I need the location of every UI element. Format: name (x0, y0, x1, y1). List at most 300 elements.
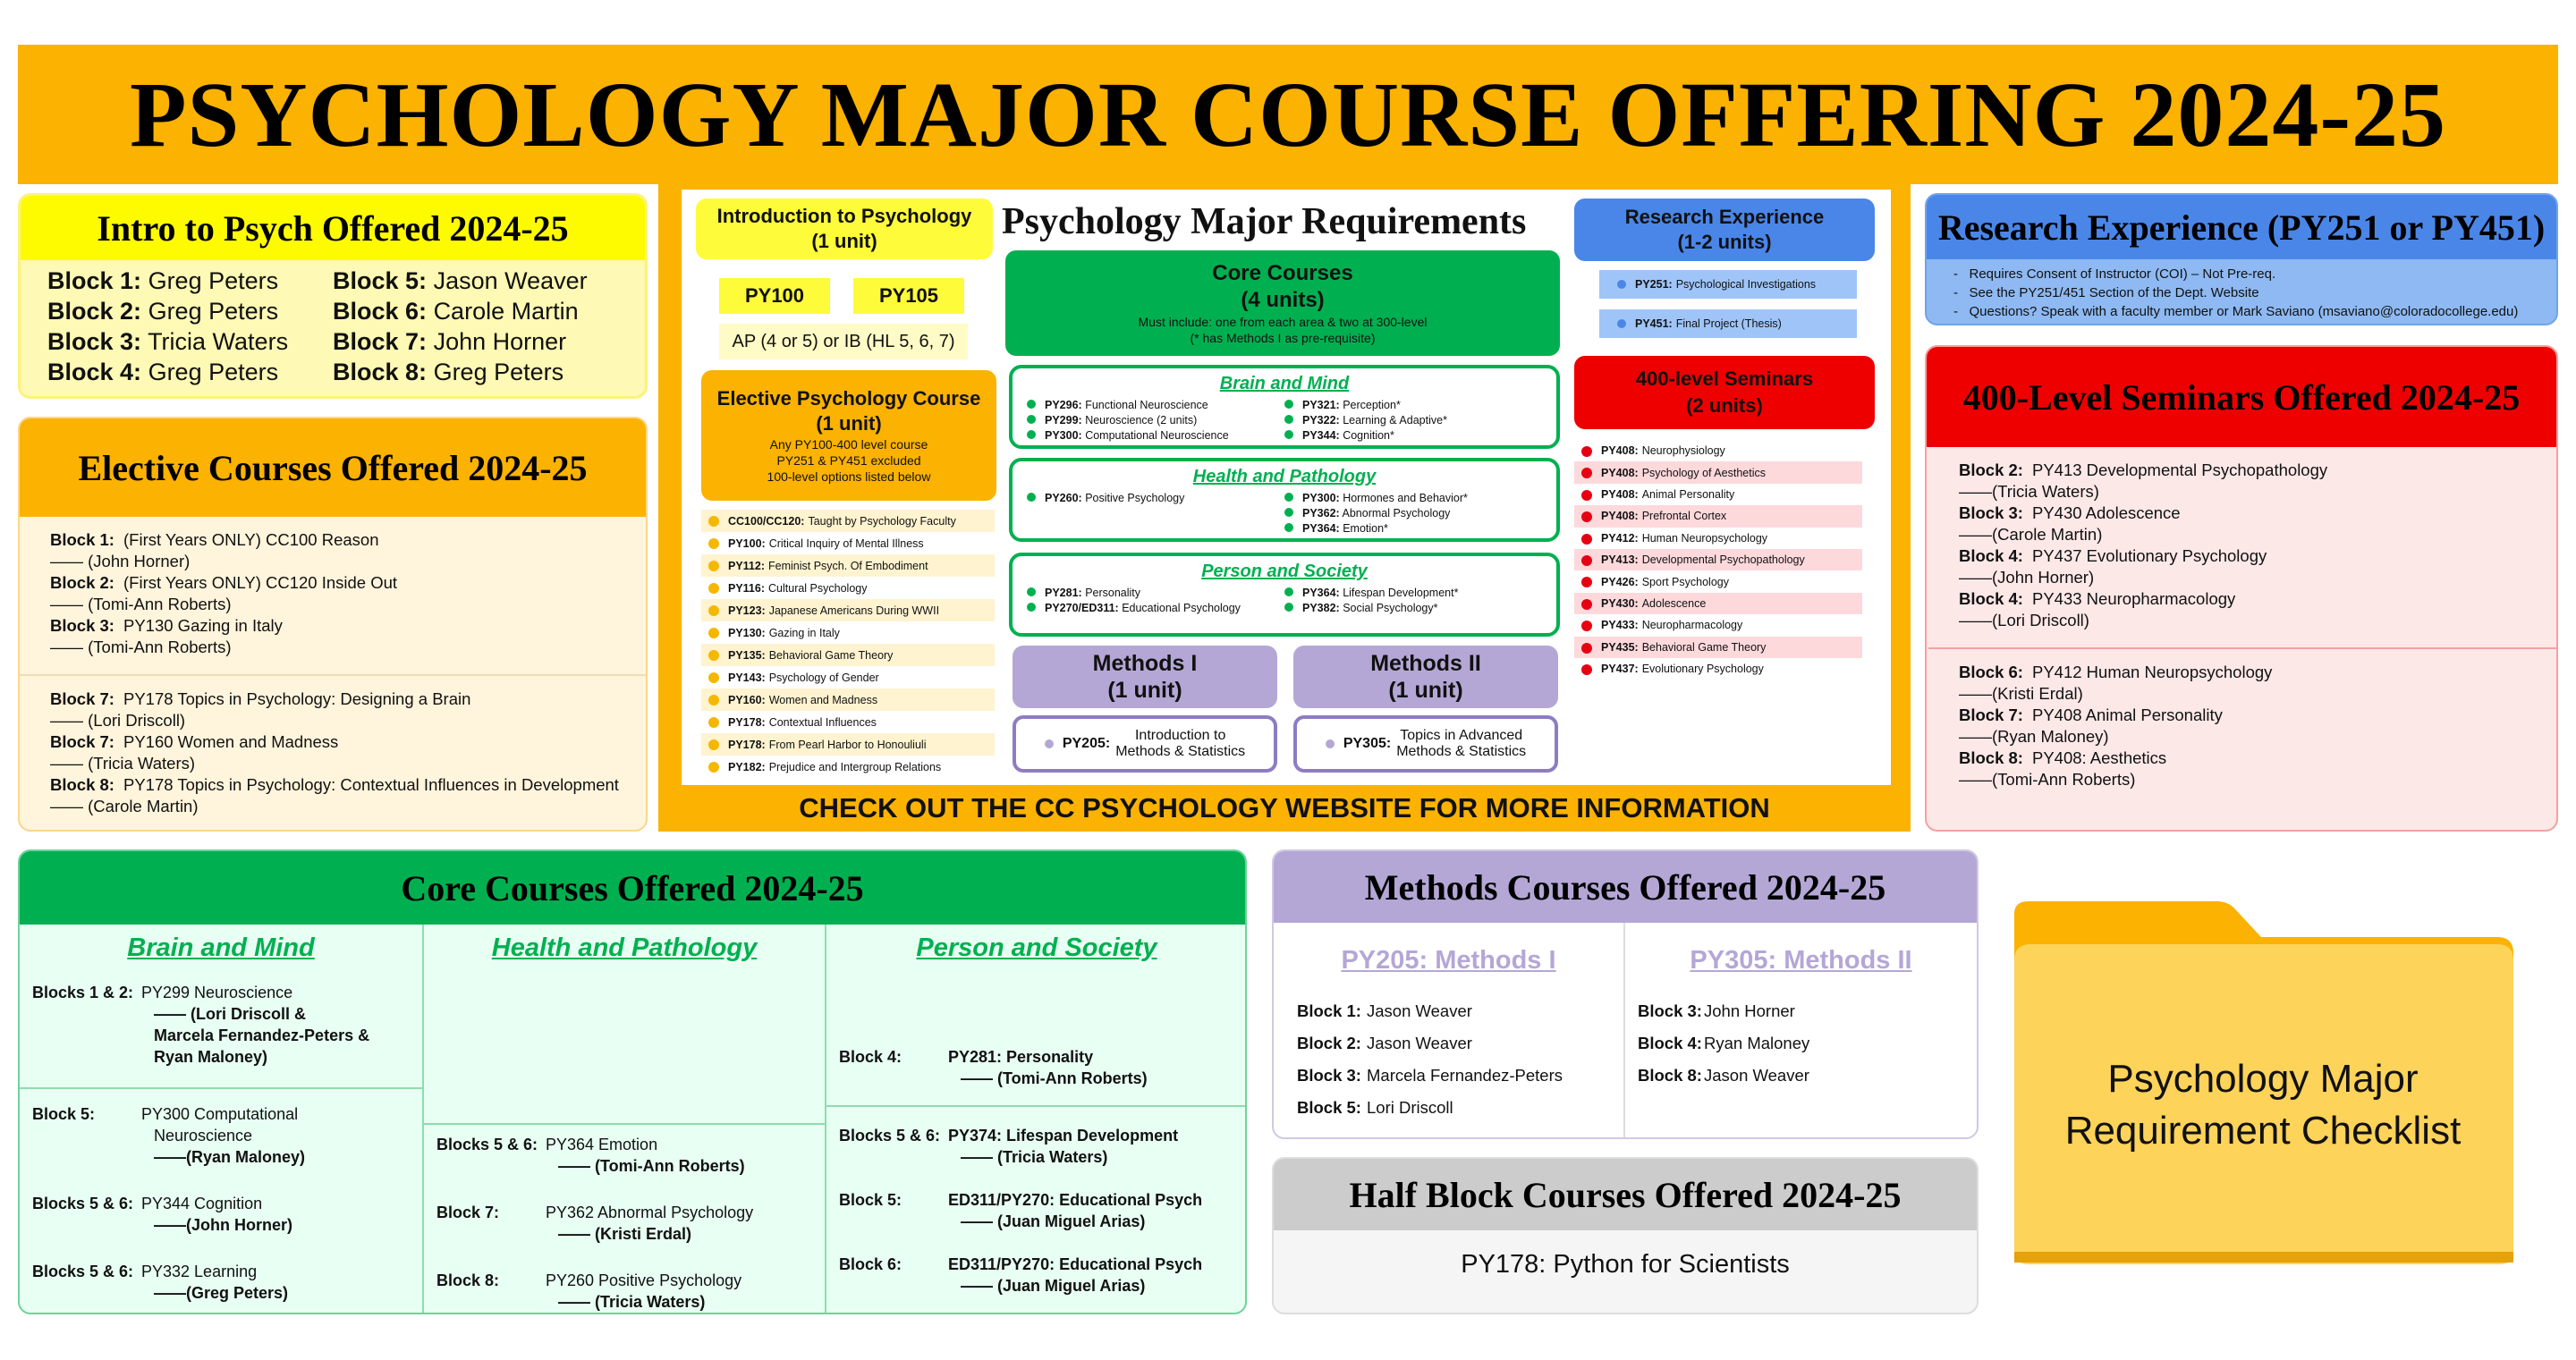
intro-block-instructor: Carole Martin (433, 298, 579, 325)
intro-block-label: Block 5: (333, 267, 428, 294)
seminar-list-item (1574, 461, 1862, 483)
elective-row (50, 688, 646, 710)
seminar-list-item (1574, 570, 1862, 592)
elective-list-item-name: Gazing in Italy (768, 626, 840, 639)
intro-block-instructor: John Horner (433, 328, 567, 355)
methods1-box (1013, 646, 1277, 708)
seminar-list-item-code: PY408: (1601, 487, 1639, 501)
seminar-row-course: PY408 Animal Personality (2032, 705, 2223, 724)
seminar-list-item-name: Developmental Psychopathology (1641, 553, 1805, 567)
seminar-list-item (1574, 440, 1862, 461)
core-row-course: PY344 Cognition (141, 1195, 263, 1212)
elective-panel (18, 417, 648, 832)
elective-row-course: (First Years ONLY) CC100 Reason (123, 530, 379, 549)
seminar-row-block: Block 2: (1959, 460, 2023, 479)
elective-row (50, 529, 646, 551)
seminar-row-course: PY408: Aesthetics (2032, 748, 2167, 767)
core-course-name: Educational Psychology (1122, 602, 1241, 614)
bullet-icon (1284, 430, 1293, 439)
requirements-title: Psychology Major Requirements (1002, 201, 1527, 242)
elective-list-item-name: From Pearl Harbor to Honouliuli (768, 738, 927, 751)
bullet-icon (1284, 523, 1293, 532)
research-panel (1925, 193, 2558, 325)
core-health-column (424, 925, 826, 1313)
core-row-block: Blocks 5 & 6: (839, 1127, 941, 1145)
research-name-1: Psychological Investigations (1675, 278, 1817, 291)
research-notes (1927, 259, 2556, 321)
bullet-icon (1027, 603, 1036, 612)
elective-row-block: Block 7: (50, 689, 114, 708)
elective-req-note3: 100-level options listed below (767, 469, 931, 484)
elective-row-course: PY178 Topics in Psychology: Contextual Influences in Development (123, 775, 619, 794)
core-course-name: Neuroscience (2 units) (1085, 414, 1198, 427)
methods-row-block: Block 5: (1297, 1098, 1361, 1117)
elective-row (50, 572, 646, 594)
intro-block-entry (333, 296, 618, 326)
elective-row-block: Block 1: (50, 530, 114, 549)
core-req-note1: Must include: one from each area & two at 300-level (1138, 315, 1428, 329)
core-row (20, 1193, 422, 1214)
core-requirement-box (1005, 250, 1560, 356)
core-brain-group2 (20, 1103, 422, 1314)
seminar-row (1959, 705, 2556, 726)
elective-list-item-code: CC100/CC120: (728, 514, 805, 528)
divider (1928, 647, 2556, 649)
core-row-course: PY260 Positive Psychology (546, 1271, 742, 1289)
seminar-row (1959, 662, 2556, 683)
core-person-column (826, 925, 1247, 1313)
elective-list-item (701, 688, 995, 711)
intro-req-line2: (1 unit) (811, 230, 877, 252)
core-row-line: —— (Tomi-Ann Roberts) (558, 1157, 745, 1175)
seminar-row-instructor: ——(Ryan Maloney) (1959, 727, 2109, 746)
core-row-line: ——(John Horner) (154, 1216, 292, 1234)
intro-block-entry (47, 266, 333, 296)
elective-row-instructor: —— (Tricia Waters) (50, 754, 196, 773)
elective-list-item-name: Contextual Influences (768, 715, 877, 729)
core-course-item (1284, 601, 1542, 616)
research-req-line2: (1-2 units) (1677, 231, 1772, 253)
core-row-block: Block 7: (436, 1204, 500, 1221)
elective-list-item-code: PY116: (728, 581, 766, 595)
methods2-line1: Methods II (1370, 651, 1481, 676)
seminar-row (1959, 748, 2556, 769)
core-row-line: Neuroscience (154, 1127, 253, 1145)
seminar-list-item-code: PY408: (1601, 510, 1639, 523)
core-brain-group1 (20, 982, 422, 1068)
seminar-row-instructor: ——(Carole Martin) (1959, 525, 2103, 544)
core-row-line: —— (Juan Miguel Arias) (961, 1212, 1146, 1230)
seminar-req-line2: (2 units) (1686, 394, 1763, 417)
methods-row (1297, 995, 1623, 1027)
elective-list-item (701, 644, 995, 666)
methods-row (1638, 995, 1977, 1027)
core-row-line: Ryan Maloney) (154, 1048, 268, 1066)
page-banner (18, 45, 2558, 184)
intro-block-label: Block 7: (333, 328, 428, 355)
seminar-row-course: PY430 Adolescence (2032, 503, 2181, 522)
core-row-line: Marcela Fernandez-Peters & (154, 1026, 370, 1044)
seminar-row (1959, 545, 2556, 567)
seminar-row-course: PY413 Developmental Psychopathology (2032, 460, 2328, 479)
research-requirement-box (1574, 199, 1875, 261)
intro-block-instructor: Greg Peters (148, 298, 279, 325)
gHealth-right (1284, 491, 1542, 536)
research-note: - Questions? Speak with a faculty member or Mark Saviano (msaviano@coloradocollege.edu) (1953, 304, 2519, 319)
core-course-name: Cognition* (1343, 429, 1394, 442)
brain-mind-courses (1013, 394, 1556, 443)
research-code-1: PY251: (1635, 278, 1673, 291)
seminar-list-item-code: PY412: (1601, 531, 1639, 545)
core-course-name: Hormones and Behavior* (1343, 492, 1468, 504)
core-row-line: —— (Tomi-Ann Roberts) (961, 1069, 1148, 1087)
elective-row (50, 731, 646, 753)
seminar-list-item-name: Animal Personality (1641, 487, 1735, 501)
elective-list-item (701, 532, 995, 554)
seminar-row-block: Block 4: (1959, 546, 2023, 565)
core-row-line: —— (Lori Driscoll & (154, 1005, 307, 1023)
seminar-list-item-code: PY413: (1601, 553, 1639, 567)
bullet-icon (1027, 430, 1036, 439)
website-callout[interactable]: CHECK OUT THE CC PSYCHOLOGY WEBSITE FOR MORE INFORMATION (799, 792, 1770, 824)
core-row-block: Block 6: (839, 1255, 902, 1273)
core-course-item (1027, 601, 1284, 616)
core-course-name: Personality (1085, 587, 1141, 599)
elective-row-block: Block 3: (50, 616, 114, 635)
intro-block-instructor: Jason Weaver (433, 267, 588, 294)
methods-panel (1272, 849, 1979, 1139)
core-course-name: Learning & Adaptive* (1343, 414, 1447, 427)
research-title: Research Experience (PY251 or PY451) (1927, 195, 2556, 259)
core-row (424, 1134, 825, 1155)
seminar-list-item-name: Neuropharmacology (1641, 619, 1743, 632)
brain-mind-title: Brain and Mind (1219, 374, 1350, 393)
elective-req-line2: (1 unit) (816, 412, 882, 435)
core-row (20, 1103, 422, 1125)
core-row-course: PY364 Emotion (546, 1136, 658, 1153)
elective-row-block: Block 8: (50, 775, 114, 794)
methods-row-instructor: Ryan Maloney (1704, 1034, 1810, 1052)
elective-course-list (701, 510, 995, 778)
py105-chip: PY105 (853, 278, 964, 314)
bullet-icon (1617, 280, 1626, 289)
core-course-code: PY382: (1302, 602, 1340, 614)
elective-list-item-name: Cultural Psychology (768, 581, 868, 595)
core-row-block: Blocks 5 & 6: (32, 1195, 134, 1212)
elective-row-instructor: —— (Tomi-Ann Roberts) (50, 595, 232, 613)
core-row-line: —— (Tricia Waters) (961, 1148, 1108, 1166)
intro-block-entry (333, 326, 618, 357)
intro-block-label: Block 1: (47, 267, 142, 294)
checklist-line1: Psychology Major (2107, 1057, 2419, 1101)
methods2-card (1293, 715, 1558, 773)
intro-psych-panel (18, 193, 648, 399)
intro-block-entry (47, 357, 333, 387)
seminar-list-item (1574, 637, 1862, 658)
elective-list (20, 517, 646, 817)
core-course-code: PY364: (1302, 587, 1340, 599)
methods1-card (1013, 715, 1277, 773)
elective-row-block: Block 2: (50, 573, 114, 592)
seminar-row-block: Block 3: (1959, 503, 2023, 522)
methods-row (1297, 1060, 1623, 1092)
seminar-requirement-box (1574, 356, 1875, 429)
core-course-item (1027, 491, 1284, 506)
seminar-list-item (1574, 528, 1862, 549)
seminar-row-instructor: ——(Lori Driscoll) (1959, 611, 2089, 629)
checklist-line2: Requirement Checklist (2064, 1109, 2462, 1153)
methods2-line2: (1 unit) (1388, 678, 1463, 703)
methods2-box (1293, 646, 1558, 708)
bullet-icon (1326, 739, 1335, 748)
seminar-list-item-name: Neurophysiology (1641, 444, 1725, 458)
methods1-code: PY205: (1062, 736, 1111, 751)
elective-list-item-code: PY178: (728, 738, 766, 751)
elective-list-item (701, 733, 995, 756)
methods-row-block: Block 8: (1638, 1066, 1702, 1085)
seminar-row-course: PY433 Neuropharmacology (2032, 589, 2236, 608)
methods1-name2: Methods & Statistics (1115, 744, 1246, 759)
methods-row-instructor: Jason Weaver (1367, 1001, 1472, 1020)
elective-row-course: PY130 Gazing in Italy (123, 616, 283, 635)
core-row (826, 1046, 1247, 1068)
intro-psych-title: Intro to Psych Offered 2024-25 (21, 196, 645, 260)
intro-block-label: Block 6: (333, 298, 428, 325)
ap-ib-chip: AP (4 or 5) or IB (HL 5, 6, 7) (719, 324, 968, 359)
core-brain-column (20, 925, 424, 1313)
core-req-line1: Core Courses (1212, 261, 1353, 285)
methods2-title: PY305: Methods II (1690, 946, 1912, 975)
core-course-code: PY300: (1045, 429, 1082, 442)
methods-row-instructor: Marcela Fernandez-Peters (1367, 1066, 1563, 1085)
elective-list-item-name: Psychology of Gender (768, 671, 879, 684)
core-course-item (1284, 506, 1542, 521)
intro-block-entry (333, 357, 618, 387)
core-course-item (1027, 398, 1284, 413)
methods-row-instructor: John Horner (1704, 1001, 1795, 1020)
core-row-course: ED311/PY270: Educational Psych (948, 1191, 1203, 1209)
seminar-list-item-name: Adolescence (1641, 596, 1707, 610)
core-course-code: PY362: (1302, 507, 1340, 520)
core-brain-title: Brain and Mind (127, 933, 315, 962)
methods1-column (1274, 923, 1625, 1137)
core-row-course: ED311/PY270: Educational Psych (948, 1255, 1203, 1273)
core-course-name: Computational Neuroscience (1085, 429, 1229, 442)
elective-list-item (701, 554, 995, 577)
bullet-icon (1027, 415, 1036, 424)
core-row-line: ——(Greg Peters) (154, 1284, 289, 1302)
methods-row-block: Block 3: (1638, 1001, 1702, 1020)
core-req-note2: (* has Methods I as pre-requisite) (1190, 331, 1376, 345)
methods2-name1: Topics in Advanced (1400, 728, 1523, 743)
seminar-row-block: Block 8: (1959, 748, 2023, 767)
core-course-item (1284, 398, 1542, 413)
core-course-code: PY300: (1302, 492, 1340, 504)
core-course-code: PY364: (1302, 522, 1340, 535)
core-health-group (424, 1134, 825, 1314)
research-name-2: Final Project (Thesis) (1675, 317, 1782, 330)
core-course-item (1284, 586, 1542, 601)
health-pathology-title: Health and Pathology (1192, 467, 1377, 486)
health-pathology-courses (1013, 487, 1556, 536)
elective-list-item-name: Women and Madness (768, 693, 878, 706)
methods2-name2: Methods & Statistics (1396, 744, 1527, 759)
elective-list-item-code: PY143: (728, 671, 766, 684)
elective-row-course: (First Years ONLY) CC120 Inside Out (123, 573, 398, 592)
seminar-list-item-name: Behavioral Game Theory (1641, 640, 1767, 654)
intro-block-label: Block 8: (333, 359, 428, 385)
methods-row (1297, 1027, 1623, 1060)
bullet-icon (1045, 739, 1054, 748)
intro-block-entry (333, 266, 618, 296)
half-block-panel (1272, 1157, 1979, 1314)
methods-row-block: Block 3: (1297, 1066, 1361, 1085)
research-req-line1: Research Experience (1624, 206, 1825, 228)
research-note: - Requires Consent of Instructor (COI) – Not Pre-req. (1953, 266, 2276, 282)
methods1-title: PY205: Methods I (1341, 946, 1556, 975)
intro-block-label: Block 2: (47, 298, 142, 325)
intro-req-line1: Introduction to Psychology (716, 205, 972, 227)
checklist-label (2007, 1053, 2519, 1157)
intro-block-instructor: Greg Peters (148, 359, 279, 385)
checklist-folder-icon[interactable] (2007, 898, 2519, 1268)
intro-block-instructor: Greg Peters (148, 267, 279, 294)
intro-requirement-box (696, 199, 993, 259)
core-title: Core Courses Offered 2024-25 (20, 851, 1245, 925)
research-note-text: Questions? Speak with a faculty member or Mark Saviano (msaviano@coloradocollege.edu) (1969, 304, 2519, 319)
core-person-title: Person and Society (916, 933, 1157, 962)
gBrain-left (1027, 398, 1284, 443)
seminar-list-item-code: PY408: (1601, 444, 1639, 458)
core-course-item (1284, 413, 1542, 428)
seminars-panel (1925, 345, 2558, 832)
methods-row (1638, 1027, 1977, 1060)
core-course-code: PY270/ED311: (1045, 602, 1119, 614)
seminar-row (1959, 460, 2556, 481)
methods2-rows (1625, 976, 1977, 1092)
elective-list-item-code: PY135: (728, 648, 766, 662)
research-item-1 (1599, 270, 1857, 299)
core-course-item (1284, 428, 1542, 443)
core-row (424, 1270, 825, 1291)
seminar-row-course: PY437 Evolutionary Psychology (2032, 546, 2267, 565)
seminar-list-item-code: PY430: (1601, 596, 1639, 610)
core-course-name: Positive Psychology (1085, 492, 1185, 504)
core-row-block: Blocks 5 & 6: (436, 1136, 538, 1153)
core-row-block: Block 8: (436, 1271, 500, 1289)
elective-list-item-code: PY123: (728, 604, 766, 617)
seminar-list-item (1574, 614, 1862, 636)
methods1-line2: (1 unit) (1107, 678, 1182, 703)
intro-block-instructor: Greg Peters (433, 359, 564, 385)
bullet-icon (1284, 603, 1293, 612)
page-title: PSYCHOLOGY MAJOR COURSE OFFERING 2024-25 (130, 63, 2446, 166)
seminar-row-instructor: ——(Tomi-Ann Roberts) (1959, 770, 2136, 789)
core-course-item (1027, 428, 1284, 443)
elective-requirement-box (701, 370, 996, 501)
elective-list-item (701, 510, 995, 532)
elective-list-item-code: PY130: (728, 626, 766, 639)
methods-row-block: Block 1: (1297, 1001, 1361, 1020)
core-course-code: PY260: (1045, 492, 1082, 504)
methods-row-block: Block 4: (1638, 1034, 1702, 1052)
core-health-title: Health and Pathology (491, 933, 758, 962)
seminar-list-item (1574, 593, 1862, 614)
elective-list-item-code: PY100: (728, 536, 766, 550)
core-course-name: Social Psychology* (1343, 602, 1438, 614)
research-note-text: See the PY251/451 Section of the Dept. Website (1969, 285, 2259, 300)
gPerson-left (1027, 586, 1284, 616)
seminar-row (1959, 503, 2556, 524)
core-row-line: —— (Kristi Erdal) (558, 1225, 692, 1243)
seminars-list (1927, 447, 2556, 790)
core-row-course: PY281: Personality (948, 1048, 1094, 1066)
elective-list-item-code: PY112: (728, 559, 766, 572)
seminar-list-item-name: Sport Psychology (1641, 575, 1729, 588)
intro-block-instructor: Tricia Waters (148, 328, 289, 355)
methods-row-instructor: Lori Driscoll (1367, 1098, 1453, 1117)
methods2-column (1625, 923, 1977, 1137)
core-row-course: PY332 Learning (141, 1263, 258, 1280)
seminar-list-item-name: Evolutionary Psychology (1641, 663, 1764, 676)
bullet-icon (1284, 493, 1293, 502)
seminar-row-course: PY412 Human Neuropsychology (2032, 663, 2273, 681)
core-course-item (1284, 521, 1542, 536)
core-course-code: PY322: (1302, 414, 1340, 427)
elective-row-instructor: —— (Lori Driscoll) (50, 711, 186, 730)
elective-list-item (701, 711, 995, 733)
elective-row-course: PY160 Women and Madness (123, 732, 339, 751)
methods1-line1: Methods I (1092, 651, 1198, 676)
bullet-icon (1027, 587, 1036, 596)
core-row-course: PY299 Neuroscience (141, 984, 293, 1001)
methods-row (1638, 1060, 1977, 1092)
elective-list-item-name: Behavioral Game Theory (768, 648, 894, 662)
seminar-list-item-code: PY435: (1601, 640, 1639, 654)
bullet-icon (1027, 493, 1036, 502)
brain-mind-box (1009, 365, 1560, 449)
core-row (826, 1189, 1247, 1211)
seminar-row-block: Block 4: (1959, 589, 2023, 608)
core-row-block: Block 4: (839, 1048, 902, 1066)
elective-row-instructor: —— (Carole Martin) (50, 797, 199, 815)
half-block-title: Half Block Courses Offered 2024-25 (1274, 1159, 1977, 1230)
intro-block-entry (47, 296, 333, 326)
seminar-list-item-name: Human Neuropsychology (1641, 531, 1768, 545)
core-course-code: PY299: (1045, 414, 1082, 427)
core-row-line: ——(Ryan Maloney) (154, 1148, 306, 1166)
core-row-course: PY300 Computational (141, 1105, 299, 1123)
core-course-name: Abnormal Psychology (1342, 507, 1451, 520)
intro-block-label: Block 4: (47, 359, 142, 385)
bullet-icon (1027, 400, 1036, 409)
core-course-name: Functional Neuroscience (1085, 399, 1208, 411)
seminar-list-item (1574, 484, 1862, 505)
seminar-row-instructor: ——(Tricia Waters) (1959, 482, 2099, 501)
elective-list-item (701, 577, 995, 599)
seminar-row-block: Block 6: (1959, 663, 2023, 681)
core-row (424, 1202, 825, 1223)
elective-req-line1: Elective Psychology Course (716, 387, 981, 410)
seminar-list-item-code: PY408: (1601, 466, 1639, 479)
seminar-row-instructor: ——(Kristi Erdal) (1959, 684, 2083, 703)
elective-list-item-name: Taught by Psychology Faculty (808, 514, 956, 528)
core-course-item (1027, 586, 1284, 601)
seminar-list-item (1574, 549, 1862, 570)
seminars-title: 400-Level Seminars Offered 2024-25 (1927, 347, 2556, 447)
seminar-list-item-name: Psychology of Aesthetics (1641, 466, 1766, 479)
elective-list-item-name: Critical Inquiry of Mental Illness (768, 536, 924, 550)
